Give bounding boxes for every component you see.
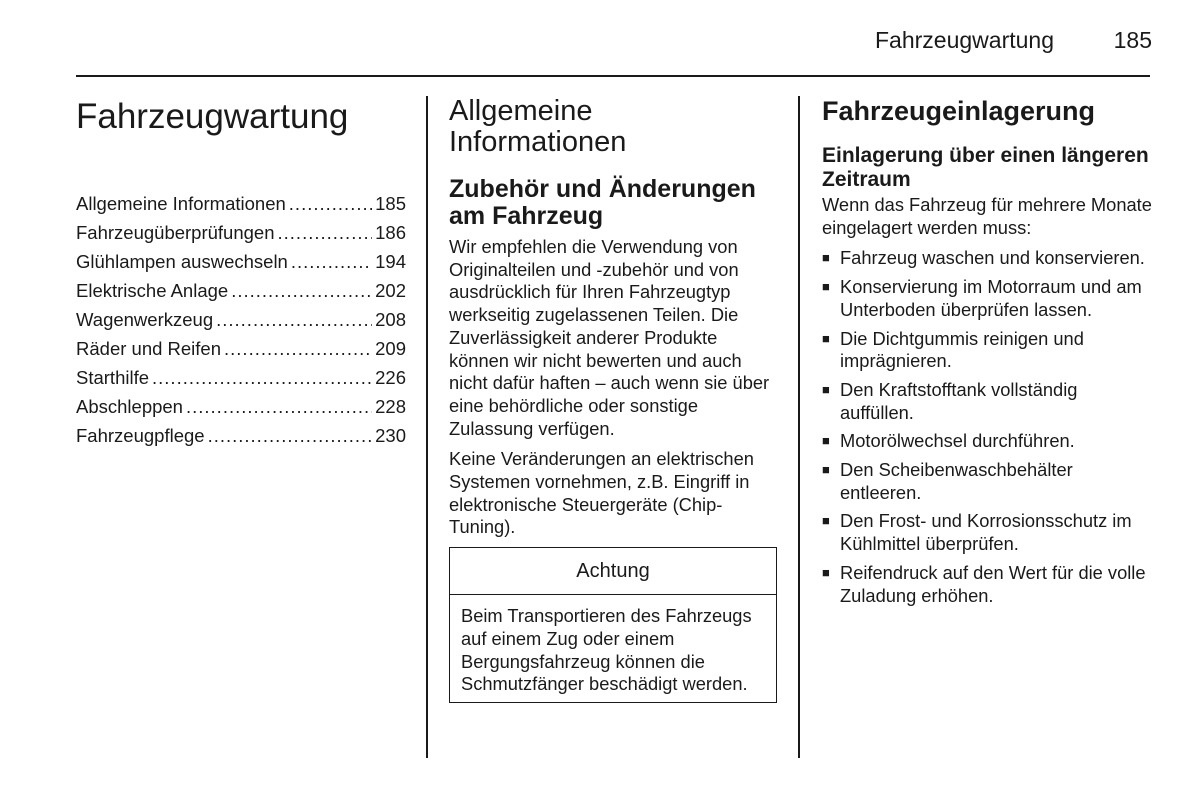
intro-paragraph: Wenn das Fahrzeug für mehrere Monate eingelagert werden muss:	[822, 194, 1152, 238]
bullet-square-icon: ■	[822, 513, 830, 529]
toc-entry-label: Glühlampen auswechseln	[76, 251, 288, 272]
column-3	[822, 96, 1152, 613]
chapter-title: Fahrzeugwartung	[76, 97, 349, 136]
toc-entry-page: 228	[375, 396, 406, 417]
toc-entry-page: 194	[375, 251, 406, 272]
toc-leader-dots	[216, 309, 372, 331]
section-title: Allgemeine Informationen	[449, 95, 627, 158]
toc-entry-label: Wagenwerkzeug	[76, 309, 214, 330]
toc-leader-dots	[224, 338, 372, 360]
toc-entry-page: 185	[375, 193, 406, 214]
toc-entry-page: 186	[375, 222, 406, 243]
toc-leader-dots	[208, 425, 373, 447]
column-1	[76, 96, 406, 454]
toc-leader-dots	[231, 280, 372, 302]
warning-box	[449, 547, 777, 703]
toc-entry-page: 208	[375, 309, 406, 330]
subsection-title: Zubehör und Änderungen am Fahrzeug	[449, 175, 756, 230]
list-item	[822, 379, 1152, 424]
list-item	[822, 276, 1152, 321]
toc-entry[interactable]	[76, 309, 406, 338]
toc-leader-dots	[278, 222, 373, 244]
toc-entry[interactable]	[76, 251, 406, 280]
list-item-text: Den Scheibenwaschbehälter entleeren.	[840, 459, 1073, 503]
list-item-text: Den Frost- und Korrosionsschutz im Kühlmittel überprüfen.	[840, 510, 1132, 555]
bullet-square-icon: ■	[822, 564, 830, 580]
toc-entry-label: Abschleppen	[76, 396, 183, 417]
toc-entry[interactable]	[76, 367, 406, 396]
toc-leader-dots	[152, 367, 372, 389]
toc-entry-page: 230	[375, 425, 406, 446]
list-item-text: Konservierung im Motorraum und am Unterboden überprüfen lassen.	[840, 276, 1142, 320]
toc-entry-label: Elektrische Anlage	[76, 280, 229, 301]
bullet-square-icon: ■	[822, 381, 830, 397]
toc-entry-label: Räder und Reifen	[76, 338, 222, 359]
bullet-square-icon: ■	[822, 330, 830, 346]
table-of-contents	[76, 193, 406, 454]
list-item-text: Motorölwechsel durchführen.	[840, 430, 1075, 452]
subsection-title: Einlagerung über einen längeren Zeitraum	[822, 144, 1149, 191]
list-item-text: Reifendruck auf den Wert für die volle Zuladung erhöhen.	[840, 561, 1146, 606]
list-item-text: Fahrzeug waschen und konservieren.	[840, 247, 1145, 269]
toc-leader-dots	[291, 251, 372, 273]
bullet-square-icon: ■	[822, 433, 830, 449]
toc-entry-label: Fahrzeugpflege	[76, 425, 205, 446]
warning-text: Beim Transportieren des Fahrzeugs auf einem Zug oder einem Bergungsfahrzeug können die Schmutzfänger beschädigt werden.	[461, 605, 752, 695]
list-item-text: Den Kraftstofftank vollständig auffüllen.	[840, 378, 1078, 423]
column-divider-2	[798, 96, 800, 758]
column-2	[449, 96, 779, 703]
column-divider-1	[426, 96, 428, 758]
bullet-list	[822, 247, 1152, 607]
toc-entry-page: 202	[375, 280, 406, 301]
toc-entry[interactable]	[76, 396, 406, 425]
toc-entry[interactable]	[76, 222, 406, 251]
bullet-square-icon: ■	[822, 462, 830, 478]
section-title: Fahrzeugeinlagerung	[822, 96, 1096, 126]
toc-entry[interactable]	[76, 280, 406, 309]
toc-entry[interactable]	[76, 193, 406, 222]
list-item	[822, 459, 1152, 504]
paragraph: Keine Veränderungen an elektrischen Systemen vornehmen, z.B. Eingriff in elektronische Steuergeräte (Chip-Tuning).	[449, 448, 754, 538]
list-item	[822, 510, 1152, 555]
list-item	[822, 328, 1152, 373]
toc-entry-label: Starthilfe	[76, 367, 150, 388]
toc-leader-dots	[186, 396, 372, 418]
toc-entry-label: Fahrzeugüberprüfungen	[76, 222, 275, 243]
header-rule	[76, 75, 1150, 77]
paragraph: Wir empfehlen die Verwendung von Originalteilen und -zubehör und von ausdrücklich für Ihren Fahrzeugtyp werkseitig zugelassenen Teilen. Die Zuverlässigkeit anderer Produkte können wir nicht bewerten und auch nicht dafür haften – auch wenn sie über eine behördliche oder sonstige Zulassung verfügen.	[449, 236, 770, 439]
toc-entry-page: 209	[375, 338, 406, 359]
toc-entry[interactable]	[76, 425, 406, 454]
bullet-square-icon: ■	[822, 279, 830, 295]
bullet-square-icon: ■	[822, 250, 830, 266]
list-item	[822, 430, 1152, 453]
list-item	[822, 562, 1152, 607]
running-header-title: Fahrzeugwartung	[875, 27, 1054, 53]
toc-entry-page: 226	[375, 367, 406, 388]
toc-leader-dots	[289, 193, 372, 215]
list-item-text: Die Dichtgummis reinigen und imprägnieren.	[840, 327, 1084, 372]
toc-entry[interactable]	[76, 338, 406, 367]
toc-entry-label: Allgemeine Informationen	[76, 193, 286, 214]
list-item	[822, 247, 1152, 270]
warning-heading: Achtung	[450, 548, 776, 595]
page-number: 185	[1113, 27, 1152, 53]
